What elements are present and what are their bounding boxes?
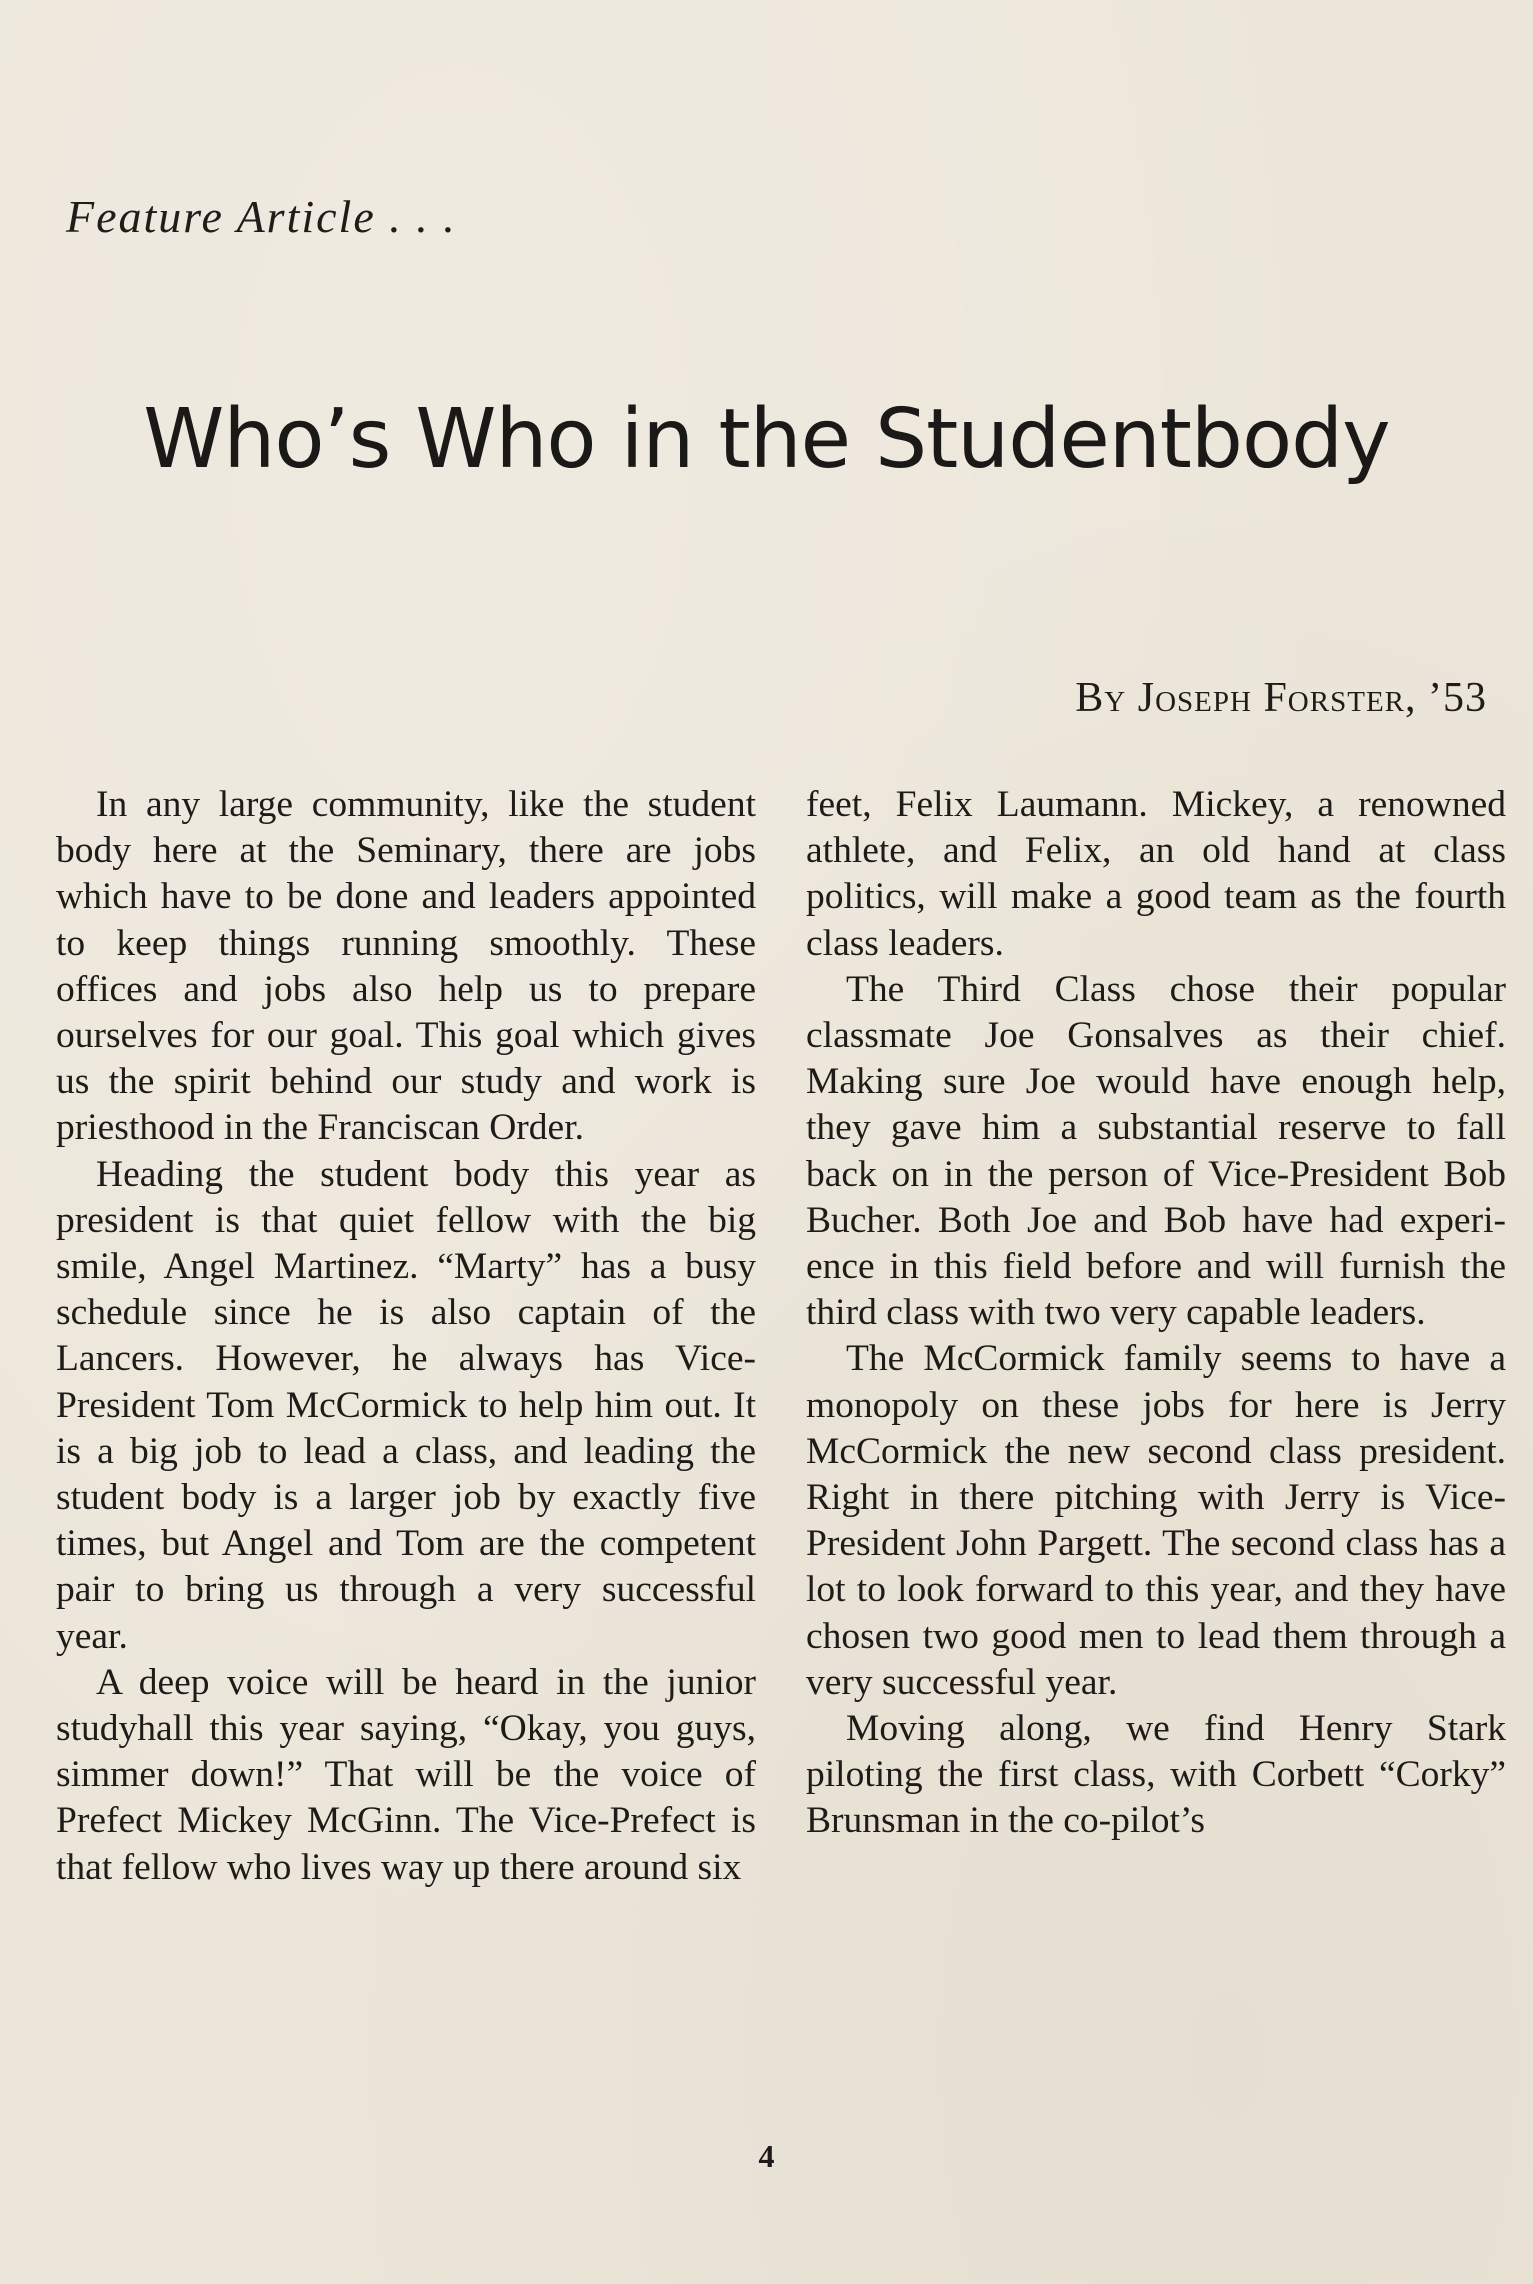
- byline-class-year: ’53: [1428, 675, 1487, 721]
- section-label: Feature Article . . .: [66, 191, 457, 242]
- paragraph: Moving along, we find Henry Stark piloting the first class, with Corbett “Corky” Brunsman in the co-pilot’s: [806, 1708, 1506, 1842]
- paragraph: In any large community, like the student body here at the Seminary, there are jobs which have to be done and leaders appointed to keep things running smoothly. These offices and jobs also help us to prepare ourselves for our goal. This goal which gives us the spirit behind our study and work is priesthood in the Franciscan Order.: [56, 784, 756, 1149]
- paragraph: feet, Felix Laumann. Mickey, a renowned athlete, and Felix, an old hand at class politics, will make a good team as the fourth class leaders.: [806, 784, 1506, 964]
- left-column: [56, 782, 756, 1891]
- page-number: 4: [758, 2138, 775, 2174]
- right-column: [806, 782, 1506, 1845]
- paragraph: A deep voice will be heard in the junior studyhall this year saying, “Okay, you guys, simmer down!” That will be the voice of Prefect Mickey McGinn. The Vice-Prefect is that fellow who lives way up there around six: [56, 1661, 756, 1888]
- paragraph: Heading the student body this year as president is that quiet fellow with the big smile, Angel Martinez. “Marty” has a busy schedule since he is also captain of the Lancers. However, he always has Vice-President Tom McCormick to help him out. It is a big job to lead a class, and leading the student body is a larger job by exactly five times, but Angel and Tom are the competent pair to bring us through a very successful year.: [56, 1153, 756, 1657]
- byline-author: Joseph Forster,: [1137, 675, 1417, 721]
- byline: [1075, 674, 1487, 722]
- paragraph: The Third Class chose their popular classmate Joe Gonsalves as their chief. Making sure Joe would have enough help, they gave him a substantial reserve to fall back on in the person of Vice-President Bob Bucher. Both Joe and Bob have had experience in this field before and will furnish the third class with two very capable leaders.: [806, 968, 1506, 1334]
- byline-prefix: By: [1075, 675, 1127, 721]
- article-title: Who’s Who in the Studentbody: [143, 392, 1390, 487]
- paragraph: The McCormick family seems to have a monopoly on these jobs for here is Jerry McCormick the new second class president. Right in there pitching with Jerry is Vice-President John Pargett. The second class has a lot to look forward to this year, and they have chosen two good men to lead them through a very successful year.: [806, 1338, 1506, 1703]
